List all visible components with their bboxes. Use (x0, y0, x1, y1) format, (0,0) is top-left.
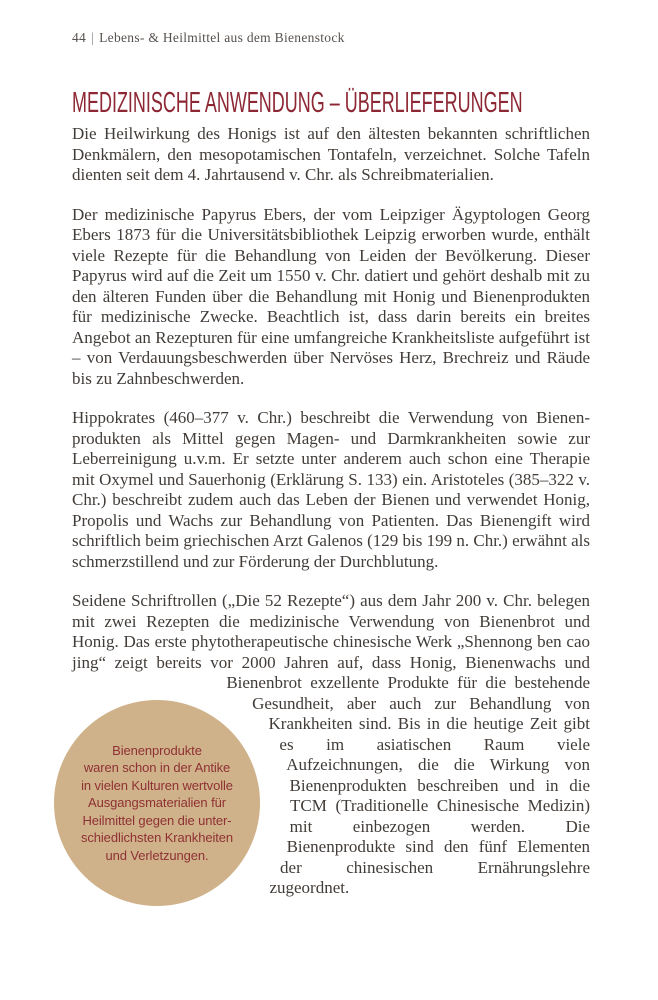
paragraph-tontafeln: Die Heilwirkung des Honigs ist auf den ältesten bekannten schriftlichen Denkmälern, den mesopotamischen Tontafeln, verzeichnet. Solche Tafeln dienten seit dem 4. Jahrtausend v. Chr. als Schreibmaterialien. (72, 124, 590, 184)
callout-circle (54, 700, 260, 906)
running-header (0, 0, 658, 46)
callout-line: Bienenprodukte (112, 742, 202, 758)
running-title: Lebens- & Heilmittel aus dem Bienenstock (99, 30, 345, 45)
callout-line: in vielen Kulturen wertvolle (81, 777, 233, 793)
callout-text (81, 742, 233, 865)
page-content (0, 88, 658, 899)
callout-line: und Verletzungen. (105, 847, 209, 863)
paragraph-schriftrollen-text: Seidene Schriftrollen („Die 52 Rezepte“) aus dem Jahr 200 v. Chr. belegen mit zwei Rezepten die medizinische Verwendung von Bienenbrot und Honig. Das erste phytotherapeutische chinesische Werk „Shennong ben cao jing“ zeigt bereits vor 2000 Jahren auf, dass Honig, Bienenwachs und Bienenbrot exzellente Produkte für die bestehende Gesundheit, aber auch zur Behandlung von Krankheiten sind. Bis in die heutige Zeit gibt es im asiatischen Raum viele Aufzeichnungen, die die Wirkung von Bienenprodukten beschreiben und in die TCM (Traditionelle Chinesische Medizin) mit einbezogen werden. Die Bienenprodukte sind den fünf Elementen der chinesischen Ernährungslehre zugeordnet. (72, 591, 590, 897)
page-number: 44 (72, 30, 87, 45)
callout-line: waren schon in der Antike (83, 760, 231, 776)
paragraph-schriftrollen (72, 591, 590, 899)
callout-line: schiedlichsten Krankheiten (80, 830, 234, 846)
section-heading (72, 88, 590, 118)
paragraph-hippokrates: Hippokrates (460–377 v. Chr.) beschreibt die Verwendung von Bienenprodukten als Mittel gegen Magen- und Darmkrankheiten sowie zur Leberreinigung u.v.m. Er setzte unter anderem auch schon eine Therapie mit Oxymel und Sauerhonig (Erklärung S. 133) ein. Aristoteles (385–322 v. Chr.) beschreibt zudem auch das Leben der Bienen und verwendet Honig, Propolis und Wachs zur Behandlung von Patienten. Das Bienengift wird schriftlich beim griechischen Arzt Galenos (129 bis 199 n. Chr.) erwähnt als schmerzstillend und zur Förderung der Durchblutung. (72, 408, 590, 571)
callout-line: Ausgangsmaterialien für (88, 795, 226, 811)
callout-line: Heilmittel gegen die unter- (82, 812, 232, 828)
paragraph-papyrus-ebers: Der medizinische Papyrus Ebers, der vom Leipziger Ägyptologen Georg Ebers 1873 für die Universitätsbibliothek Leipzig erworben wurde, enthält viele Rezepte für die Behandlung von Leiden der Bevölkerung. Dieser Papyrus wird auf die Zeit um 1550 v. Chr. datiert und gehört deshalb mit zu den älteren Funden über die Behandlung mit Honig und Bienenprodukten für medizinische Zwecke. Beachtlich ist, dass darin bereits ein breites Angebot an Rezepturen für eine umfangreiche Krankheitsliste aufgeführt ist – von Verdauungsbeschwerden über Nervöses Herz, Brechreiz und Räude bis zu Zahnbeschwerden. (72, 204, 590, 388)
section-heading-text: MEDIZINISCHE ANWENDUNG – ÜBERLIEFERUNGEN (72, 87, 523, 119)
header-separator: | (91, 30, 95, 45)
callout-wrap-shape (72, 591, 292, 941)
